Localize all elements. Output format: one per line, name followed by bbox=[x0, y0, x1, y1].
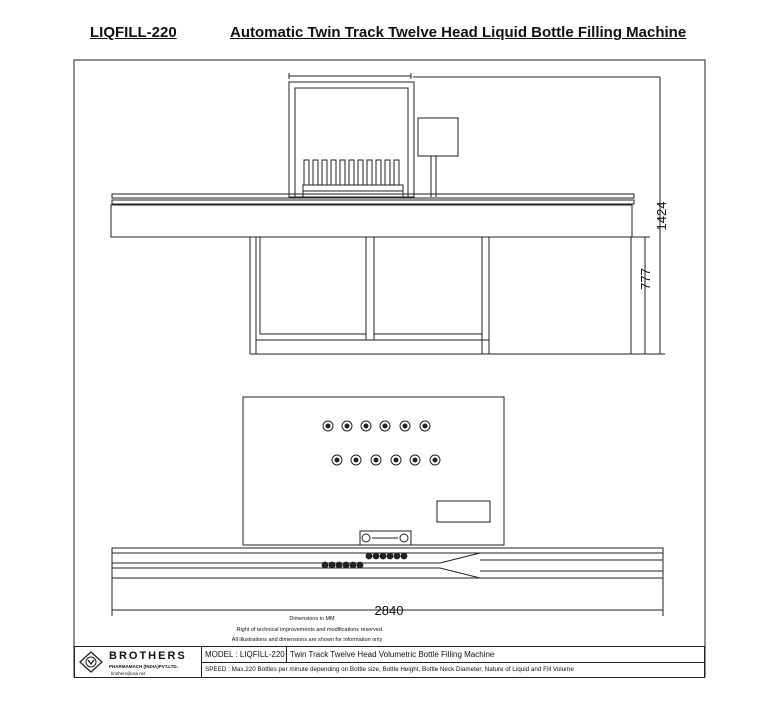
company-email: brothers@usa.net bbox=[111, 671, 146, 676]
dimension-2840: 2840 bbox=[374, 603, 404, 618]
model-code: LIQFILL-220 bbox=[90, 24, 177, 41]
document-title: Automatic Twin Track Twelve Head Liquid Bottle Filling Machine bbox=[230, 24, 687, 41]
cabinet-window bbox=[437, 501, 490, 522]
company-subtitle: PHARMAMACH (INDIA)PVT.LTD. bbox=[109, 664, 178, 669]
dimension-777: 777 bbox=[638, 268, 653, 290]
front-elevation bbox=[111, 73, 665, 354]
company-logo-block bbox=[75, 647, 202, 677]
valve-row-bottom bbox=[332, 455, 440, 465]
valve-row-top bbox=[323, 421, 430, 431]
plan-view bbox=[112, 397, 663, 610]
filling-nozzles bbox=[303, 160, 403, 197]
bottles bbox=[322, 553, 408, 569]
upper-cabinet bbox=[243, 397, 504, 545]
brothers-logo-icon bbox=[79, 651, 103, 673]
title-block-model-row bbox=[201, 647, 704, 663]
model-label: MODEL : LIQFILL-220 bbox=[201, 647, 287, 662]
note-disclaimer: All illustrations and dimensions are shown for information only bbox=[231, 637, 383, 643]
machine-table bbox=[111, 205, 632, 237]
control-panel-box bbox=[418, 118, 458, 156]
title-block bbox=[74, 646, 705, 678]
speed-note: SPEED : Max.220 Bottles per minute depending on Bottle size, Bottle Height, Bottle Neck Diameter, Nature of Liquid and Fill Volume bbox=[205, 666, 574, 673]
dimension-1424: 1424 bbox=[654, 201, 669, 231]
model-description: Twin Track Twelve Head Volumetric Bottle Filling Machine bbox=[290, 650, 495, 659]
company-name: BROTHERS bbox=[109, 650, 187, 662]
note-units: Dimensions in MM bbox=[289, 616, 335, 622]
drawing-frame bbox=[74, 60, 705, 677]
note-rights: Right of technical improvements and modifications reserved. bbox=[236, 627, 384, 633]
